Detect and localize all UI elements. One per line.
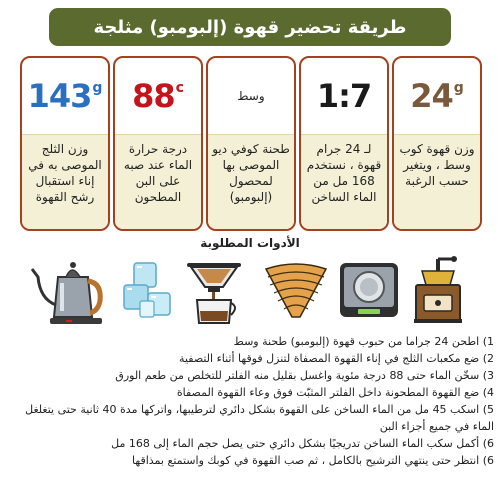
steps-list — [6, 333, 494, 469]
step-item: 3) سخّن الماء حتى 88 درجة مئوية واغسل بقليل منه الفلتر للتخلص من طعم الورق — [115, 369, 494, 382]
water-temperature-unit: c — [175, 80, 184, 96]
card-water-temperature — [113, 56, 203, 231]
step-item: 1) اطحن 24 جراما من حبوب قهوة (إلبومبو) طحنة وسط — [233, 335, 494, 348]
step-item: 4) ضع القهوة المطحونة داخل الفلتر المثبّت فوق وعاء القهوة المصفاة — [176, 386, 494, 399]
card-ice-weight — [20, 56, 110, 231]
water-temperature-desc: درجة حرارة الماء عند صبه على البن المطحون — [115, 134, 201, 229]
coffee-weight-value: 24 — [410, 77, 453, 115]
gooseneck-kettle-icon — [30, 255, 106, 327]
step-item: 6) أكمل سكب الماء الساخن تدريجيًا بشكل دائري حتى يصل حجم الماء إلى 168 مل — [111, 437, 494, 450]
brew-ratio-value: 1:7 — [316, 77, 372, 115]
page-title: طريقة تحضير قهوة (إلبومبو) مثلجة — [93, 16, 407, 38]
tools-row — [20, 255, 480, 327]
coffee-weight-desc: وزن قهوة كوب وسط ، ويتغير حسب الرغبة — [394, 134, 480, 229]
card-coffee-weight — [392, 56, 482, 231]
water-temperature-value: 88 — [132, 77, 175, 115]
grind-size-label: وسط — [237, 89, 265, 103]
step-item: 2) ضع مكعبات الثلج في إناء القهوة المصفاة لتنزل فوقها أثناء التصفية — [179, 352, 494, 365]
step-item: 6) انتظر حتى ينتهي الترشيح بالكامل ، ثم صب القهوة في كوبك واستمتع بمذاقها — [132, 454, 494, 467]
brew-ratio-desc: لـ 24 جرام قهوة ، نستخدم 168 مل من الماء الساخن — [301, 134, 387, 229]
parameter-cards — [18, 56, 484, 229]
ice-cubes-icon — [120, 255, 176, 327]
ice-weight-desc: وزن الثلج الموصى به في إناء استقبال رشح القهوة — [22, 134, 108, 229]
digital-scale-icon — [336, 255, 402, 327]
tools-title: الأدوات المطلوبة — [200, 236, 300, 250]
title-banner — [49, 8, 451, 46]
step-item: 5) اسكب 45 مل من الماء الساخن على القهوة بشكل دائري لترطيبها، واتركها مدة 40 ثانية حتى يتغلغل الماء في جميع أجزاء البن — [25, 403, 494, 433]
ice-weight-value: 143 — [27, 77, 92, 115]
paper-filters-icon — [260, 255, 332, 327]
card-brew-ratio — [299, 56, 389, 231]
coffee-weight-unit: g — [453, 80, 464, 96]
pour-over-dripper-icon — [183, 255, 245, 327]
card-grind-size — [206, 56, 296, 231]
ice-weight-unit: g — [92, 80, 103, 96]
grind-size-desc: طحنة كوفي ديو الموصى بها لمحصول (إلبومبو) — [208, 134, 294, 229]
coffee-grinder-icon — [408, 255, 468, 327]
